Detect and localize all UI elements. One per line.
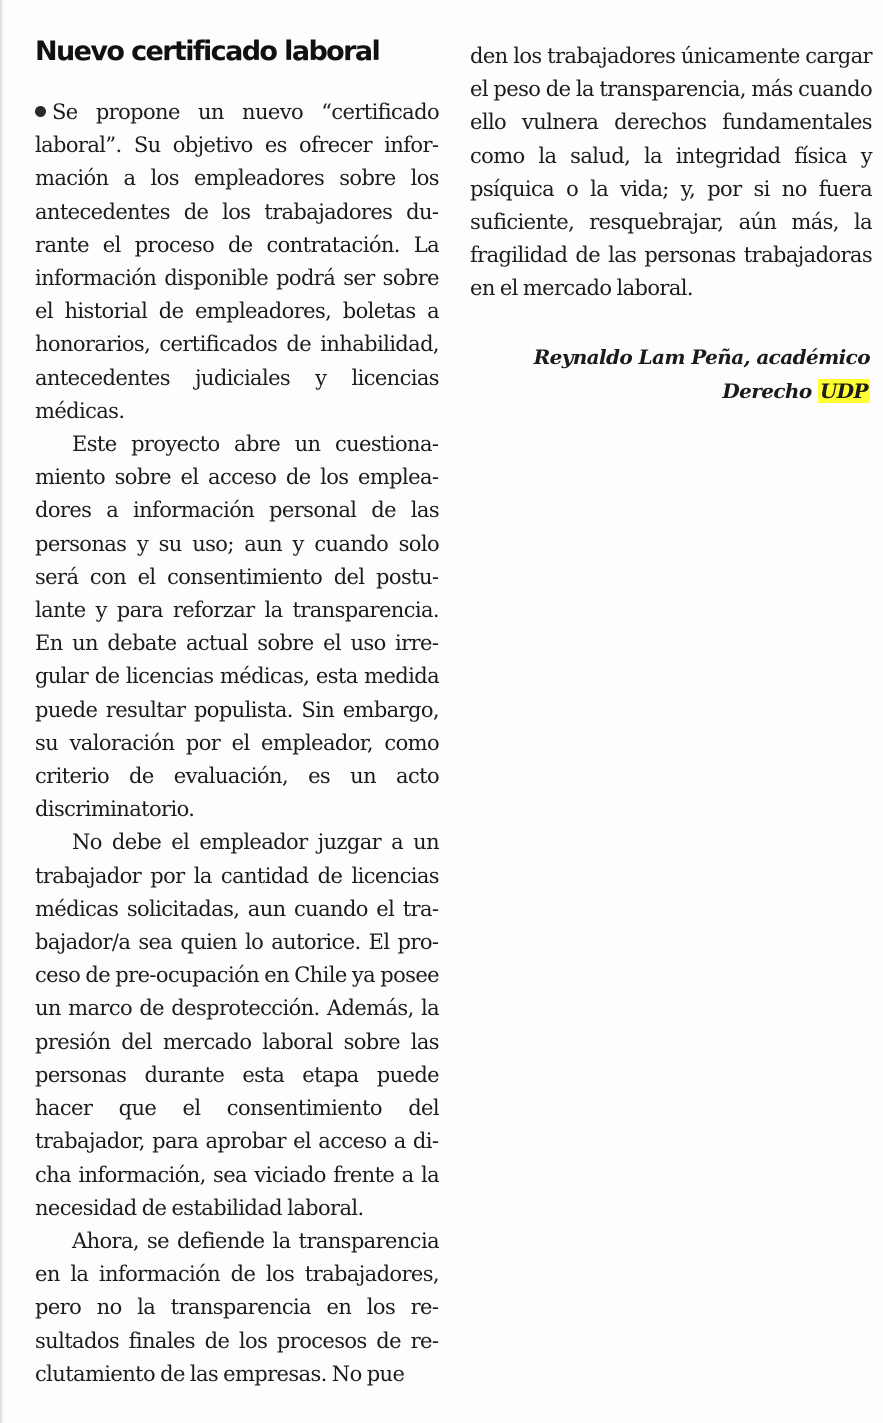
paragraph-4: Ahora, se defiende la transparencia en la información de los trabajadores, pero no la transparencia en los resultados finales de los procesos de reclutamiento de las empresas. No pue <box>35 1228 439 1386</box>
author-signature <box>470 340 870 408</box>
paragraph-1 <box>35 96 439 428</box>
affiliation-highlight: UDP <box>819 379 868 403</box>
right-column <box>470 40 872 306</box>
left-column <box>35 96 439 1391</box>
paragraph-5: den los trabajadores únicamente cargar el peso de la transparencia, más cuando ello vulnera derechos fundamentales como la salud, la integridad física y psíquica o la vida; y, por si no fuera suficiente, resquebrajar, aún más, la fragilidad de las personas trabajadoras en el mercado laboral. <box>470 44 872 301</box>
author-affiliation <box>470 374 870 408</box>
affiliation-prefix: Derecho <box>722 379 812 403</box>
paragraph-1-text: Se propone un nuevo “certificado laboral”. Su objetivo es ofrecer información a los empleadores sobre los antecedentes de los trabajadores durante el proceso de contratación. La información disponible podrá ser sobre el historial de empleadores, boletas a honorarios, certificados de inhabilidad, antecedentes judiciales y licencias médicas. <box>35 100 439 423</box>
paragraph-2: Este proyecto abre un cuestionamiento sobre el acceso de los empleadores a información personal de las personas y su uso; aun y cuando solo será con el consentimiento del postulante y para reforzar la transparencia. En un debate actual sobre el uso irregular de licencias médicas, esta medida puede resultar populista. Sin embargo, su valoración por el empleador, como criterio de evaluación, es un acto discriminatorio. <box>35 432 439 822</box>
bullet-icon <box>35 106 46 117</box>
paragraph-3: No debe el empleador juzgar a un trabajador por la cantidad de licencias médicas solicitadas, aun cuando el trabajador/a sea quien lo autorice. El proceso de pre-ocupación en Chile ya posee un marco de desprotección. Además, la presión del mercado laboral sobre las personas durante esta etapa puede hacer que el consentimiento del trabajador, para aprobar el acceso a dicha información, sea viciado frente a la necesidad de estabilidad laboral. <box>35 830 439 1220</box>
page-edge-shadow <box>0 0 4 1423</box>
author-name: Reynaldo Lam Peña, académico <box>533 345 870 369</box>
article-headline: Nuevo certificado laboral <box>35 36 380 67</box>
